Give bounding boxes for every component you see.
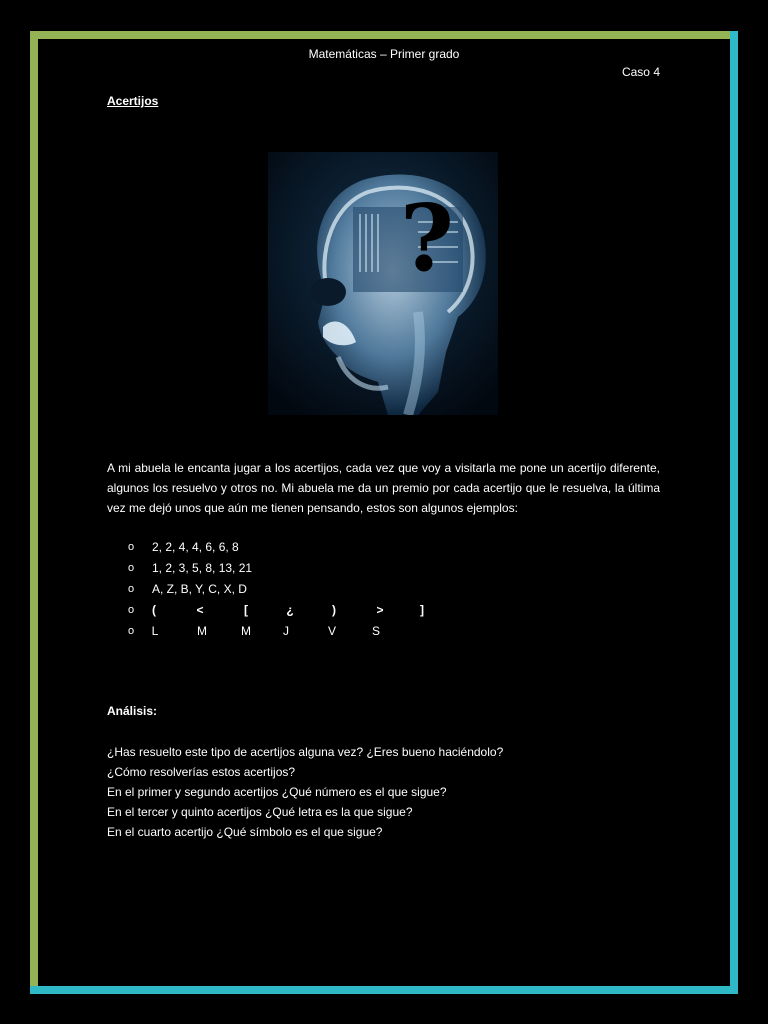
question-item: En el cuarto acertijo ¿Qué símbolo es el que sigue? bbox=[107, 825, 383, 839]
list-item bbox=[128, 621, 608, 642]
analysis-title: Análisis: bbox=[107, 704, 158, 718]
bullet-icon: o bbox=[128, 625, 135, 637]
intro-paragraph: A mi abuela le encanta jugar a los acertijos, cada vez que voy a visitarla me pone un acertijo diferente, algunos los resuelvo y otros no. Mi abuela me da un premio por cada acertijo que le resuelva, la última vez me dejó unos que aún me tienen pensando, estos son algunos ejemplos: bbox=[107, 461, 660, 515]
symbol-cell: [ bbox=[244, 603, 248, 617]
list-item bbox=[128, 537, 608, 558]
symbol-cell: > bbox=[376, 603, 384, 617]
letter-cell: L bbox=[151, 624, 159, 638]
bullet-icon: o bbox=[128, 541, 135, 553]
list-item bbox=[128, 600, 608, 621]
bullet-icon: o bbox=[128, 604, 135, 616]
case-label: Caso 4 bbox=[621, 65, 660, 79]
puzzle-text: 1, 2, 3, 5, 8, 13, 21 bbox=[152, 561, 253, 575]
letter-cell: J bbox=[283, 624, 289, 638]
section-title: Acertijos bbox=[107, 94, 159, 108]
symbol-cell: ¿ bbox=[286, 603, 294, 617]
symbol-cell: ) bbox=[332, 603, 336, 617]
puzzle-list bbox=[128, 537, 608, 642]
xray-skull-question-mark-image bbox=[268, 152, 498, 415]
symbol-cell: ( bbox=[152, 603, 156, 617]
letter-cell: V bbox=[327, 624, 336, 638]
letter-cell: M bbox=[197, 624, 207, 638]
question-item: En el tercer y quinto acertijos ¿Qué letra es la que sigue? bbox=[107, 805, 413, 819]
puzzle-text: 2, 2, 4, 4, 6, 6, 8 bbox=[152, 540, 239, 554]
list-item bbox=[128, 558, 608, 579]
frame-top-border bbox=[30, 31, 738, 39]
question-item: ¿Has resuelto este tipo de acertijos alguna vez? ¿Eres bueno haciéndolo? bbox=[107, 745, 504, 759]
list-item bbox=[128, 579, 608, 600]
frame-left-border bbox=[30, 31, 38, 994]
bullet-icon: o bbox=[128, 583, 135, 595]
svg-text:?: ? bbox=[400, 184, 454, 292]
symbol-cell: < bbox=[196, 603, 204, 617]
page-header-title: Matemáticas – Primer grado bbox=[308, 47, 460, 61]
frame-bottom-border bbox=[30, 986, 738, 994]
question-item: En el primer y segundo acertijos ¿Qué número es el que sigue? bbox=[107, 785, 447, 799]
puzzle-text: A, Z, B, Y, C, X, D bbox=[152, 582, 247, 596]
symbol-cell: ] bbox=[420, 603, 424, 617]
frame-right-border bbox=[730, 31, 738, 994]
letter-cell: M bbox=[241, 624, 251, 638]
question-list bbox=[107, 742, 503, 842]
bullet-icon: o bbox=[128, 562, 135, 574]
letter-cell: S bbox=[371, 624, 380, 638]
question-item: ¿Cómo resolverías estos acertijos? bbox=[107, 765, 296, 779]
